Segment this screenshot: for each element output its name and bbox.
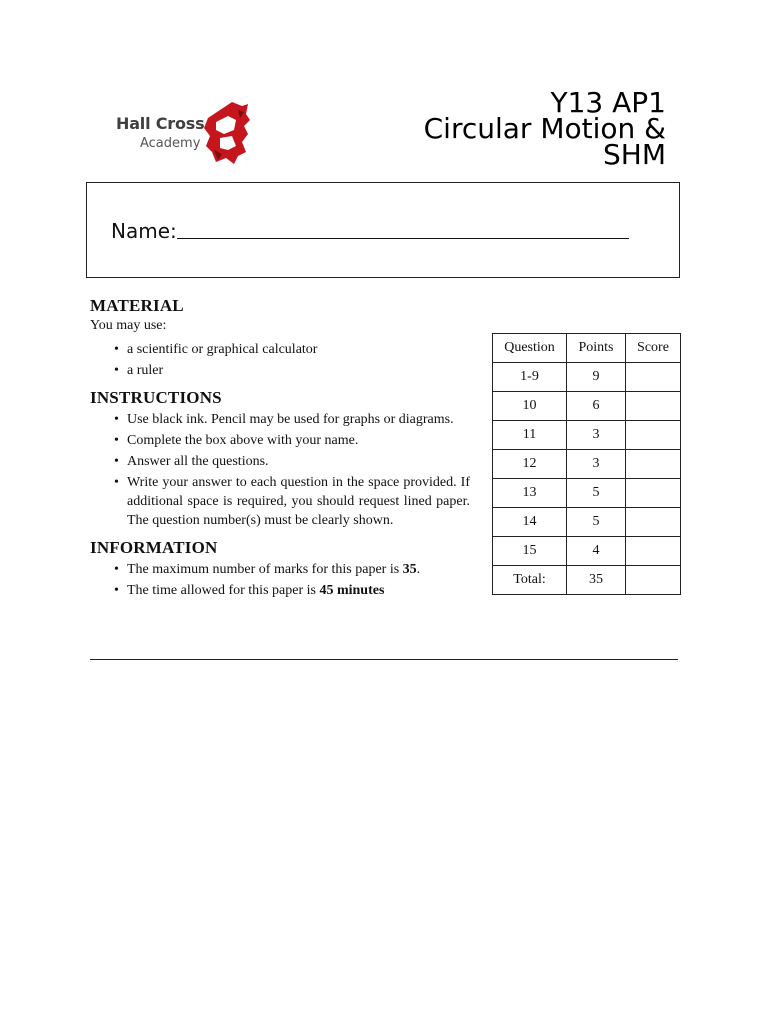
table-row: [493, 479, 681, 508]
score-cell[interactable]: [626, 508, 681, 537]
list-item: • Answer all the questions.: [114, 452, 470, 471]
question-cell: 14: [493, 508, 567, 537]
logo-subtitle: Academy: [140, 136, 201, 151]
question-cell: 10: [493, 392, 567, 421]
points-cell: 4: [567, 537, 626, 566]
table-row: [493, 508, 681, 537]
total-score-cell[interactable]: [626, 566, 681, 595]
question-cell: 1-9: [493, 363, 567, 392]
list-item: • The maximum number of marks for this paper is 35.: [114, 560, 470, 579]
section-divider: [90, 659, 678, 660]
instructions-column: [90, 296, 470, 608]
table-total-row: [493, 566, 681, 595]
points-cell: 3: [567, 421, 626, 450]
name-field[interactable]: [177, 238, 629, 239]
instructions-heading: INSTRUCTIONS: [90, 388, 222, 407]
question-cell: 13: [493, 479, 567, 508]
question-cell: 11: [493, 421, 567, 450]
points-cell: 5: [567, 508, 626, 537]
score-cell[interactable]: [626, 421, 681, 450]
title-line: Y13 AP1: [550, 86, 666, 119]
school-logo: [116, 100, 256, 166]
material-intro: You may use:: [90, 318, 167, 333]
table-header-row: [493, 334, 681, 363]
question-cell: 15: [493, 537, 567, 566]
question-cell: 12: [493, 450, 567, 479]
logo-name: Hall Cross: [116, 114, 205, 133]
name-label: Name:: [111, 219, 177, 243]
list-item: • Use black ink. Pencil may be used for graphs or diagrams.: [114, 410, 470, 429]
title-line: SHM: [603, 138, 666, 171]
name-box: [86, 182, 680, 278]
marks-value: 35: [402, 562, 417, 577]
points-cell: 3: [567, 450, 626, 479]
table-row: [493, 363, 681, 392]
score-cell[interactable]: [626, 537, 681, 566]
paper-title: [423, 86, 666, 171]
material-list: [90, 340, 470, 380]
table-row: [493, 392, 681, 421]
points-cell: 9: [567, 363, 626, 392]
school-crest-icon: [202, 100, 252, 166]
score-table: [492, 333, 681, 595]
instructions-list: [90, 410, 470, 530]
points-cell: 5: [567, 479, 626, 508]
material-heading: MATERIAL: [90, 296, 184, 315]
score-cell[interactable]: [626, 479, 681, 508]
score-cell[interactable]: [626, 450, 681, 479]
header-question: Question: [493, 334, 567, 363]
header-points: Points: [567, 334, 626, 363]
list-item: • a scientific or graphical calculator: [114, 340, 470, 359]
information-list: [90, 560, 470, 600]
score-cell[interactable]: [626, 392, 681, 421]
table-row: [493, 450, 681, 479]
information-heading: INFORMATION: [90, 538, 218, 557]
list-item: • Complete the box above with your name.: [114, 431, 470, 450]
table-row: [493, 421, 681, 450]
list-item: [114, 581, 470, 600]
header-score: Score: [626, 334, 681, 363]
score-cell[interactable]: [626, 363, 681, 392]
total-label-cell: Total:: [493, 566, 567, 595]
list-item: • Write your answer to each question in the space provided. If additional space is required, you should request lined paper. The question number(s) must be clearly shown.: [114, 473, 470, 530]
time-text: The time allowed for this paper is: [127, 583, 320, 598]
title-line: Circular Motion &: [423, 112, 666, 145]
list-item: • a ruler: [114, 361, 470, 380]
total-points-cell: 35: [567, 566, 626, 595]
marks-text: The maximum number of marks for this paper is: [127, 562, 403, 577]
points-cell: 6: [567, 392, 626, 421]
table-row: [493, 537, 681, 566]
time-value: 45 minutes: [319, 583, 385, 598]
